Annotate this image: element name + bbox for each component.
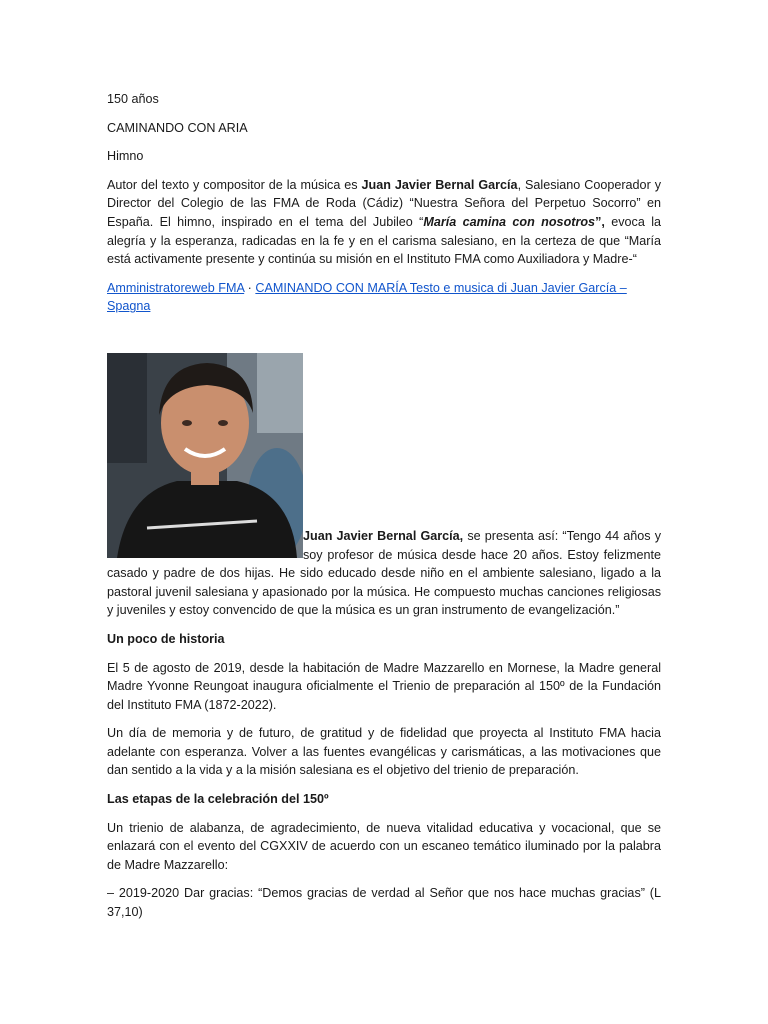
hymn-line: Himno <box>107 149 144 164</box>
intro-text-c: evoca la alegría y la esperanza, radicadas en la fe y en el carisma salesiano, en la certeza de que “María está activamente presente y continúa su misión en el Instituto FMA como Auxiliadora y Madre-“ <box>107 214 662 267</box>
stages-paragraph-2: – 2019-2020 Dar gracias: “Demos gracias de verdad al Señor que nos hace muchas gracias” (L 37,10) <box>107 886 661 920</box>
intro-text-a: Autor del texto y compositor de la música es <box>107 177 362 192</box>
stages-heading: Las etapas de la celebración del 150º <box>107 792 329 807</box>
jubilee-theme: María camina con nosotros <box>423 214 596 229</box>
history-paragraph-1: El 5 de agosto de 2019, desde la habitación de Madre Mazzarello en Mornese, la Madre general Madre Yvonne Reungoat inaugura oficialmente el Trienio de preparación al 150º de la Fundación del Instituto FMA (1872-2022). <box>107 660 661 712</box>
history-paragraph-2: Un día de memoria y de futuro, de gratitud y de fidelidad que proyecta al Instituto FMA hacia adelante con esperanza. Volver a las fuentes evangélicas y carismáticas, a las motivaciones que dan sentido a la vida y a la misión salesiana es el objetivo del trienio de preparación. <box>107 726 661 778</box>
intro-text-b: , Salesiano Cooperador y Director del Colegio de las FMA de Roda (Cádiz) “Nuestra Señora del Perpetuo Socorro” en España. El himno, inspirado en el tema del Jubileo “ <box>107 177 661 229</box>
article-link[interactable]: CAMINANDO CON MARÍA Testo e musica di Juan Javier García – Spagna <box>107 280 627 314</box>
theme-quote-close: ”, <box>595 214 605 229</box>
link-line <box>107 279 661 316</box>
author-name: Juan Javier Bernal García <box>361 177 518 192</box>
link-separator: · <box>244 280 256 295</box>
author-photo <box>107 353 303 558</box>
author-photo-image <box>107 353 303 558</box>
stages-paragraph-1: Un trienio de alabanza, de agradecimiento, de nueva vitalidad educativa y vocacional, que se enlazará con el evento del CGXXIV de acuerdo con un escaneo temático iluminado por la palabra de Madre Mazzarello: <box>107 820 661 872</box>
bio-name: Juan Javier Bernal García, <box>303 528 464 543</box>
document-body <box>107 90 661 932</box>
bio-block <box>107 354 661 630</box>
bio-text: se presenta así: “Tengo 44 años y soy profesor de música desde hace 20 años. Estoy felizmente casado y padre de dos hijas. He sido educado desde niño en el ambiente salesiano, ligado a la pastoral juvenil salesiana y apasionado por la música. He compuesto muchas canciones religiosas y juveniles y estoy convencido de que la música es un gran instrumento de evangelización.” <box>107 528 661 618</box>
title-line: 150 años <box>107 92 159 106</box>
history-heading: Un poco de historia <box>107 631 225 646</box>
intro-paragraph <box>107 176 661 269</box>
author-link[interactable]: Amministratoreweb FMA <box>107 280 245 295</box>
subtitle-line: CAMINANDO CON ARIA <box>107 120 248 135</box>
